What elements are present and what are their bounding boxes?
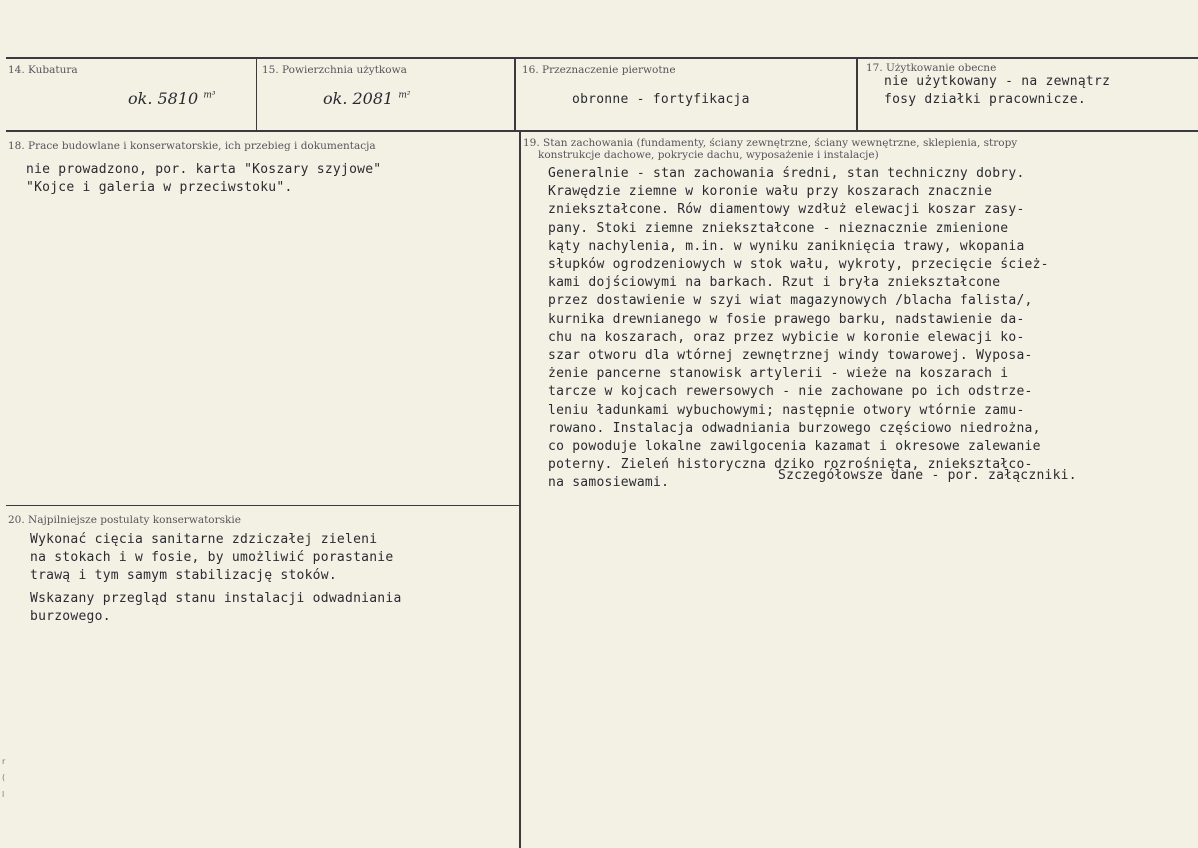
field-19-line: co powoduje lokalne zawilgocenia kazamat i okresowe zalewanie: [548, 439, 1041, 454]
field-15-unit: m²: [398, 90, 411, 101]
margin-mark: l: [2, 790, 5, 799]
field-20-para2-line: burzowego.: [30, 609, 111, 624]
field-19-line: chu na koszarach, oraz przez wybicie w koronie elewacji ko-: [548, 329, 1025, 345]
field-18-line-1: nie prowadzono, por. karta "Koszary szyjowe": [26, 162, 382, 177]
field-20-para1-line: na stokach i w fosie, by umożliwić porastanie: [30, 550, 394, 565]
field-19-line: Krawędzie ziemne w koronie wału przy koszarach znacznie: [548, 184, 993, 200]
field-19-line: zniekształcone. Rów diamentowy wzdłuż elewacji koszar zasy-: [548, 202, 1025, 218]
field-19-line: tarcze w kojcach rewersowych - nie zachowane po ich odstrze-: [548, 384, 1033, 400]
field-19-note: Szczegółowsze dane - por. załączniki.: [778, 468, 1077, 483]
col-divider-16-17: [856, 57, 858, 131]
field-19-line: leniu ładunkami wybuchowymi; następnie otwory wtórnie zamu-: [548, 402, 1025, 418]
field-19-line: szar otworu dla wtórnej zewnętrznej windy towarowej. Wyposa-: [548, 348, 1033, 363]
row-divider-1: [6, 130, 1198, 132]
field-15-label: 15. Powierzchnia użytkowa: [262, 64, 407, 76]
field-20-label: 20. Najpilniejsze postulaty konserwatorskie: [8, 514, 241, 526]
field-20-para1-line: Wykonać cięcia sanitarne zdziczałej zieleni: [30, 532, 378, 547]
field-19-line: słupków ogrodzeniowych w stok wału, wykroty, przecięcie ścież-: [548, 257, 1049, 272]
top-border: [6, 57, 1198, 59]
field-19-label-line-1: 19. Stan zachowania (fundamenty, ściany zewnętrzne, ściany wewnętrzne, sklepienia, stropy: [523, 137, 1018, 149]
field-19-line: żenie pancerne stanowisk artylerii - wieże na koszarach i: [548, 366, 1009, 382]
field-17-line-2: fosy działki pracownicze.: [884, 92, 1086, 107]
field-16-value: obronne - fortyfikacja: [572, 92, 750, 107]
col-divider-main: [519, 131, 521, 848]
field-17-line-1: nie użytkowany - na zewnątrz: [884, 74, 1111, 89]
field-20-para1-line: trawą i tym samym stabilizację stoków.: [30, 568, 337, 583]
field-19-line: poterny. Zieleń historyczna dziko rozrośnięta, zniekształco-: [548, 457, 1033, 473]
field-14-unit: m³: [203, 90, 216, 101]
row-divider-left: [6, 505, 520, 506]
field-16-label: 16. Przeznaczenie pierwotne: [522, 64, 676, 76]
field-19-line: Generalnie - stan zachowania średni, stan techniczny dobry.: [548, 166, 1025, 181]
field-19-line: pany. Stoki ziemne zniekształcone - nieznacznie zmienione: [548, 220, 1009, 236]
margin-mark: (: [2, 773, 6, 782]
field-18-line-2: "Kojce i galeria w przeciwstoku".: [26, 180, 293, 195]
col-divider-15-16: [514, 57, 516, 131]
field-15-value: [323, 89, 410, 108]
field-19-line: przez dostawienie w szyi wiat magazynowych /blacha falista/,: [548, 293, 1033, 309]
field-19-label-line-2: konstrukcje dachowe, pokrycie dachu, wyposażenie i instalacje): [538, 149, 879, 161]
field-14-label: 14. Kubatura: [8, 64, 78, 76]
margin-mark: r: [2, 757, 6, 766]
field-19-line: kami dojściowymi na barkach. Rzut i bryła zniekształcone: [548, 275, 1001, 291]
field-19-line: kurnika drewnianego w fosie prawego barku, nadstawienie da-: [548, 311, 1025, 327]
col-divider-14-15: [256, 57, 257, 131]
field-15-number: ok. 2081: [323, 89, 394, 108]
field-19-line: kąty nachylenia, m.in. w wyniku zaniknięcia trawy, wkopania: [548, 238, 1025, 254]
field-20-para2-line: Wskazany przegląd stanu instalacji odwadniania: [30, 591, 402, 606]
field-17-label: 17. Użytkowanie obecne: [866, 62, 997, 74]
field-19-line: na samosiewami.: [548, 475, 670, 491]
field-14-value: [128, 89, 215, 108]
field-14-number: ok. 5810: [128, 89, 199, 108]
field-19-line: rowano. Instalacja odwadniania burzowego częściowo niedrożna,: [548, 420, 1041, 436]
field-18-label: 18. Prace budowlane i konserwatorskie, ich przebieg i dokumentacja: [8, 140, 376, 152]
